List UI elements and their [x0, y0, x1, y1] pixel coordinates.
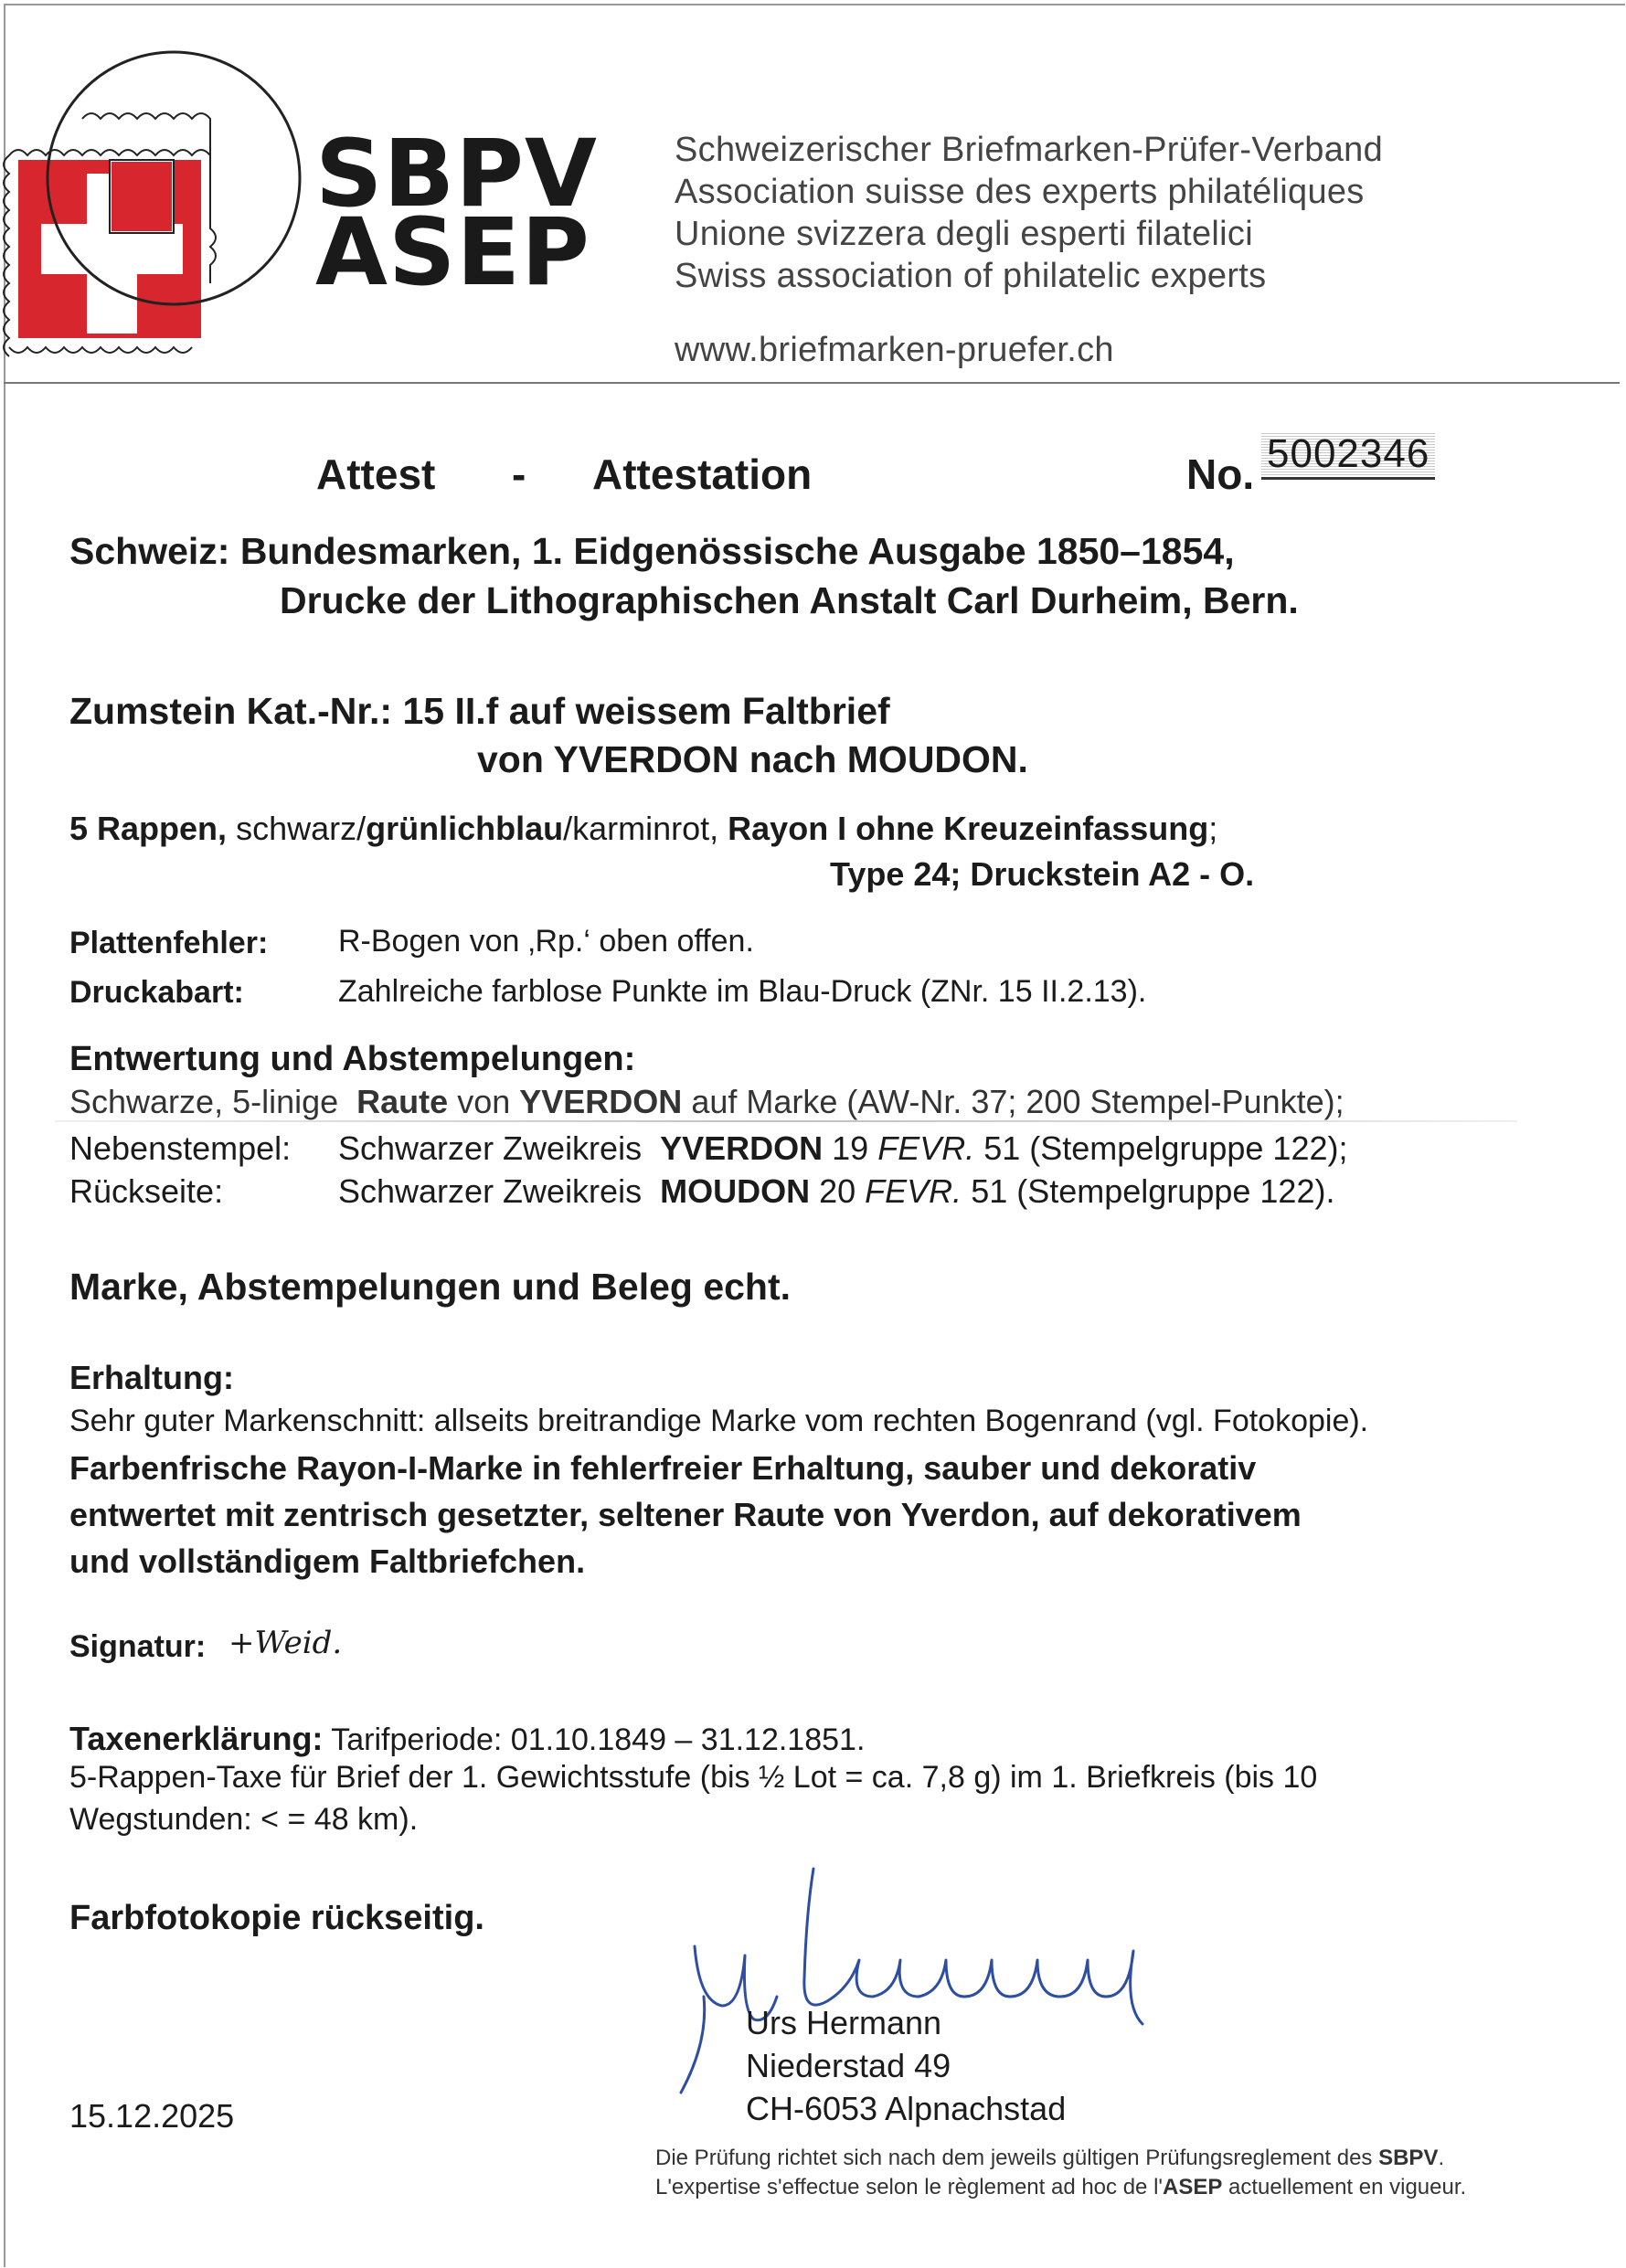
photocopy-note: Farbfotokopie rückseitig.: [69, 1899, 484, 1937]
org-name-en: Swiss association of philatelic experts: [675, 257, 1267, 295]
fault-label-1: Plattenfehler:: [69, 926, 269, 960]
stamp-type: Type 24; Druckstein A2 - O.: [830, 855, 1255, 893]
cancellation-row-3: [338, 1172, 1334, 1211]
org-name-de: Schweizerischer Briefmarken-Prüfer-Verband: [675, 131, 1384, 169]
cancel-row3-day: 20: [819, 1172, 856, 1210]
cancel-row2-rest: 51 (Stempelgruppe 122);: [983, 1129, 1348, 1167]
cancel-row3-kind: Schwarzer Zweikreis: [338, 1172, 643, 1210]
cancellation-row-1: [69, 1083, 1344, 1121]
expert-city: CH-6053 Alpnachstad: [746, 2090, 1067, 2127]
condition-bold-1: Farbenfrische Rayon-I-Marke in fehlerfreier Erhaltung, sauber und dekorativ: [69, 1449, 1257, 1487]
footer-de-end: .: [1438, 2146, 1445, 2170]
cancel-row3-label: Rückseite:: [69, 1172, 224, 1210]
footer-fr-text: L'expertise s'effectue selon le règlement ad hoc de l': [655, 2175, 1163, 2199]
title-attest: Attest: [316, 450, 436, 498]
stamp-value: 5 Rappen,: [69, 810, 228, 847]
brand-sbpv: SBPV: [315, 120, 598, 228]
condition-line: Sehr guter Markenschnitt: allseits breitrandige Marke vom rechten Bogenrand (vgl. Fotokopie).: [69, 1404, 1369, 1438]
title-attestation: Attestation: [592, 450, 813, 498]
footer-de-text: Die Prüfung richtet sich nach dem jeweils gültigen Prüfungsreglement des: [655, 2146, 1379, 2170]
fault-value-2: Zahlreiche farblose Punkte im Blau-Druck (ZNr. 15 II.2.13).: [338, 974, 1147, 1009]
signatur-label: Signatur:: [69, 1629, 207, 1664]
org-name-fr: Association suisse des experts philatéliques: [675, 173, 1365, 211]
cancel-row2-kind: Schwarzer Zweikreis: [338, 1129, 643, 1167]
cancel-town: YVERDON: [519, 1083, 683, 1120]
cancellation-row-2: [338, 1129, 1347, 1168]
footer-de-org: SBPV: [1378, 2146, 1439, 2170]
stamp-description: [69, 810, 1217, 848]
footer-fr-org: ASEP: [1162, 2175, 1223, 2199]
cancel-detail: auf Marke (AW-Nr. 37; 200 Stempel-Punkte);: [691, 1083, 1344, 1120]
tax-label: Taxenerklärung:: [69, 1720, 324, 1757]
zumstein-line-1: Zumstein Kat.-Nr.: 15 II.f auf weissem Faltbrief: [69, 690, 890, 732]
number-label: No.: [1186, 450, 1255, 498]
title-dash: -: [512, 450, 526, 498]
zumstein-line-2: von YVERDON nach MOUDON.: [477, 738, 1028, 780]
cancel-row3-month: FEVR.: [865, 1172, 962, 1210]
subject-line-1: Schweiz: Bundesmarken, 1. Eidgenössische Ausgabe 1850–1854,: [69, 530, 1235, 572]
header-divider: [4, 382, 1620, 384]
issue-date: 15.12.2025: [69, 2097, 235, 2135]
cancel-row2-town: YVERDON: [660, 1129, 824, 1167]
cancel-row2-day: 19: [832, 1129, 869, 1167]
cancel-row2-label: Nebenstempel:: [69, 1129, 292, 1167]
verdict: Marke, Abstempelungen und Beleg echt.: [69, 1266, 792, 1308]
tax-line-2: 5-Rappen-Taxe für Brief der 1. Gewichtsstufe (bis ½ Lot = ca. 7,8 g) im 1. Briefkreis (bis 10: [69, 1760, 1318, 1795]
footer-de: [655, 2146, 1444, 2171]
cancel-row3-town: MOUDON: [660, 1172, 811, 1210]
condition-bold-2: entwertet mit zentrisch gesetzter, seltener Raute von Yverdon, auf dekorativem: [69, 1496, 1302, 1533]
signatur-value: +Weid.: [228, 1625, 343, 1661]
website: www.briefmarken-pruefer.ch: [675, 331, 1114, 369]
cancel-row2-month: FEVR.: [877, 1129, 975, 1167]
tax-line-1: [69, 1720, 865, 1758]
sbpv-logo-icon: [0, 18, 311, 384]
brand-asep: ASEP: [315, 198, 590, 307]
expert-street: Niederstad 49: [746, 2047, 951, 2084]
stamp-semicolon: ;: [1208, 810, 1218, 847]
cancellation-heading: Entwertung und Abstempelungen:: [69, 1040, 636, 1078]
fault-value-1: R-Bogen von ‚Rp.‘ oben offen.: [338, 924, 754, 959]
stamp-color-b: grünlichblau: [366, 810, 564, 847]
condition-bold-3: und vollständigem Faltbriefchen.: [69, 1542, 586, 1580]
subject-line-2: Drucke der Lithographischen Anstalt Carl Durheim, Bern.: [280, 579, 1299, 621]
footer-fr-end: actuellement en vigueur.: [1222, 2175, 1467, 2199]
condition-heading: Erhaltung:: [69, 1359, 234, 1396]
org-name-it: Unione svizzera degli esperti filatelici: [675, 215, 1253, 253]
stamp-color-c: /karminrot,: [563, 810, 719, 847]
tax-line-3: Wegstunden: < = 48 km).: [69, 1802, 419, 1837]
stamp-window-fill: [112, 162, 172, 231]
certificate-number: 5002346: [1261, 431, 1435, 480]
footer-fr: [655, 2175, 1466, 2200]
tax-period: Tarifperiode: 01.10.1849 – 31.12.1851.: [331, 1722, 866, 1757]
expert-name: Urs Hermann: [746, 2004, 942, 2041]
cancel-raute: Raute: [356, 1083, 449, 1120]
fault-label-2: Druckabart:: [69, 975, 244, 1010]
stamp-color-a: schwarz/: [236, 810, 367, 847]
stamp-rayon: Rayon I ohne Kreuzeinfassung: [728, 810, 1209, 847]
cancel-kind: Schwarze, 5-linige: [69, 1083, 339, 1120]
cancel-von: von: [457, 1083, 511, 1120]
cancel-row3-rest: 51 (Stempelgruppe 122).: [971, 1172, 1335, 1210]
